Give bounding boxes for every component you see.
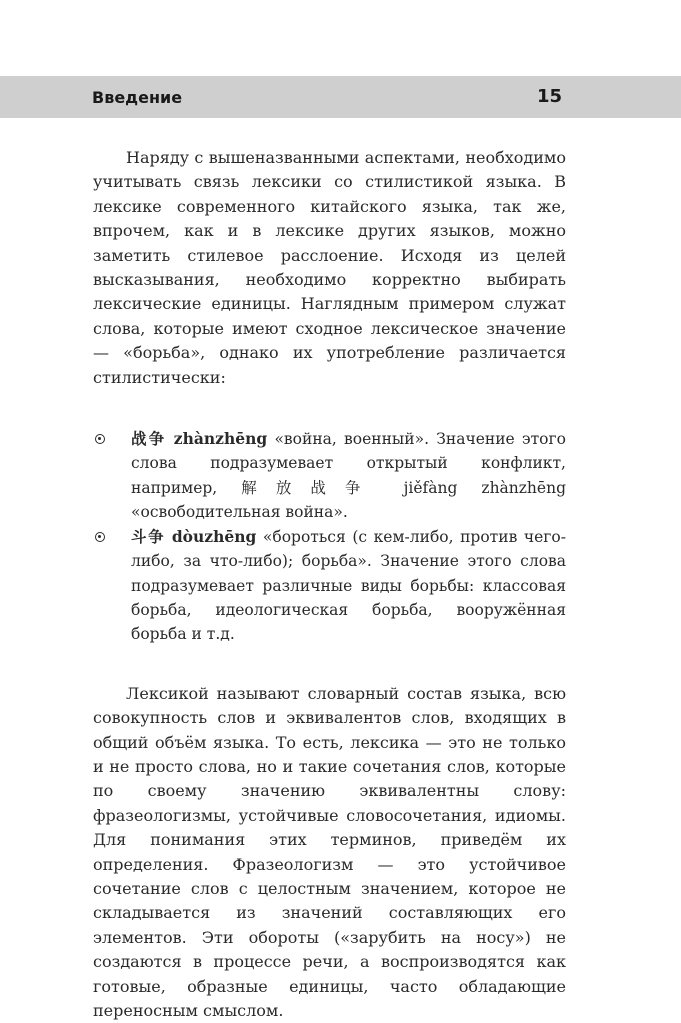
bullet-hanzi: 斗争 (131, 526, 166, 546)
paragraph-intro: Наряду с вышеназванными аспектами, необходимо учитывать связь лексики со стилистикой языка. В лексике современного китайского языка, так же, впрочем, как и в лексике других языков, можно заметить стилевое расслоение. Исходя из целей высказывания, необходимо корректно выбирать лексические единицы. Наглядным примером служат слова, которые имеют сходное лексическое значение — «борьба», однако их употребление различается стилистически: (93, 148, 566, 387)
section-title: Введение (92, 88, 183, 107)
bullet-text: «война, военный». Значение этого слова подразумевает открытый конфликт, например, 解放战争 jiěfàng zhànzhēng «освободительная война». (131, 430, 566, 522)
bullet-item-douzheng (93, 525, 566, 647)
page-body (93, 146, 566, 1023)
paragraph-lexicon-definition: Лексикой называют словарный состав языка, всю совокупность слов и эквивалентов слов, входящих в общий объём языка. То есть, лексика — это не только и не просто слова, но и такие сочетания слов, которые по своему значению эквивалентны слову: фразеологизмы, устойчивые словосочетания, идиомы. Для понимания этих терминов, приведём их определения. Фразеологизм — это устойчивое сочетание слов с целостным значением, которое не складывается из значений составляющих его элементов. Эти обороты («зарубить на носу») не создаются в процессе речи, а воспроизводятся как готовые, образные единицы, часто обладающие переносным смыслом. (93, 683, 566, 1020)
page-number: 15 (536, 86, 562, 107)
bullet-hanzi: 战争 (131, 429, 167, 449)
bullet-text: «бороться (с кем-либо, против чего-либо, за что-либо); борьба». Значение этого слова подразумевает различные виды борьбы: классовая борьба, идеологическая борьба, вооружённая борьба и т.д. (131, 527, 566, 644)
bullet-item-zhanzheng (93, 427, 566, 525)
running-header (0, 76, 681, 118)
bullet-pinyin: zhànzhēng (173, 429, 268, 449)
bullet-list (93, 427, 566, 647)
bullet-circle-icon (95, 532, 105, 542)
bullet-circle-icon (95, 434, 105, 444)
bullet-pinyin: dòuzhēng (171, 526, 257, 546)
